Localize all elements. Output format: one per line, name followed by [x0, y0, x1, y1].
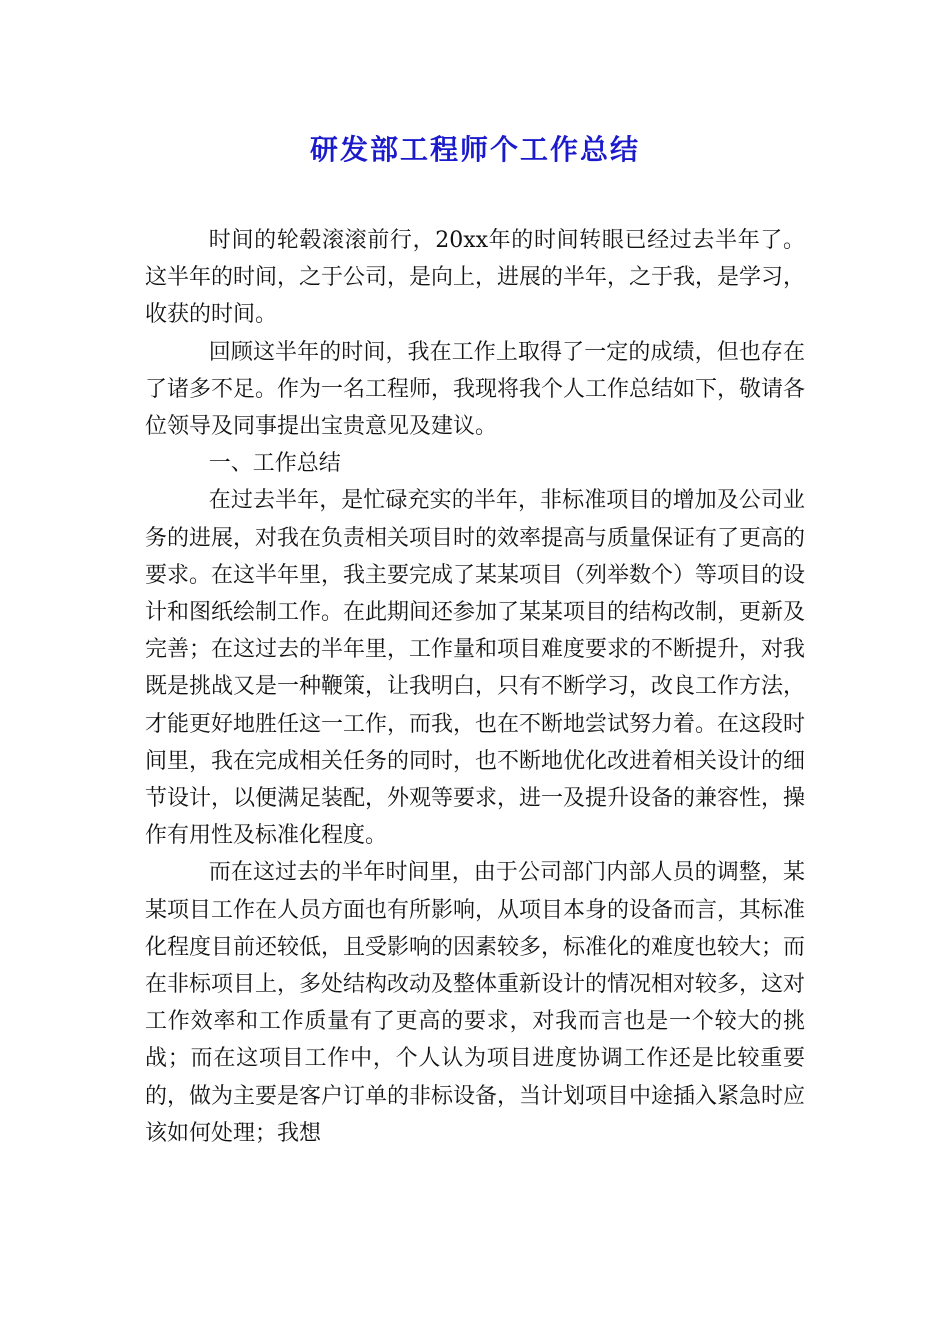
paragraph-review: 回顾这半年的时间，我在工作上取得了一定的成绩，但也存在了诸多不足。作为一名工程师，我现将我个人工作总结如下，敬请各位领导及同事提出宝贵意见及建议。 — [145, 339, 806, 440]
document-title: 研发部工程师个工作总结 — [309, 133, 640, 166]
section-heading-work-summary: 一、工作总结 — [208, 451, 341, 477]
document-body — [145, 222, 805, 1152]
paragraph-challenges: 而在这过去的半年时间里，由于公司部门内部人员的调整，某某项目工作在人员方面也有所影响，从项目本身的设备而言，其标准化程度目前还较低，且受影响的因素较多，标准化的难度也较大；而在非标项目上，多处结构改动及整体重新设计的情况相对较多，这对工作效率和工作质量有了更高的要求，对我而言也是一个较大的挑战；而在这项目工作中，个人认为项目进度协调工作还是比较重要的，做为主要是客户订单的非标设备，当计划项目中途插入紧急时应该如何处理；我想 — [145, 860, 806, 1146]
paragraph-intro: 时间的轮毂滚滚前行，20xx年的时间转眼已经过去半年了。这半年的时间，之于公司，是向上，进展的半年，之于我，是学习，收获的时间。 — [145, 228, 806, 328]
paragraph-work-details: 在过去半年，是忙碌充实的半年，非标准项目的增加及公司业务的进展，对我在负责相关项目时的效率提高与质量保证有了更高的要求。在这半年里，我主要完成了某某项目（列举数个）等项目的设计和图纸绘制工作。在此期间还参加了某某项目的结构改制，更新及完善；在这过去的半年里，工作量和项目难度要求的不断提升，对我既是挑战又是一种鞭策，让我明白，只有不断学习，改良工作方法，才能更好地胜任这一工作，而我，也在不断地尝试努力着。在这段时间里，我在完成相关任务的同时，也不断地优化改进着相关设计的细节设计，以便满足装配，外观等要求，进一及提升设备的兼容性，操作有用性及标准化程度。 — [145, 488, 806, 849]
